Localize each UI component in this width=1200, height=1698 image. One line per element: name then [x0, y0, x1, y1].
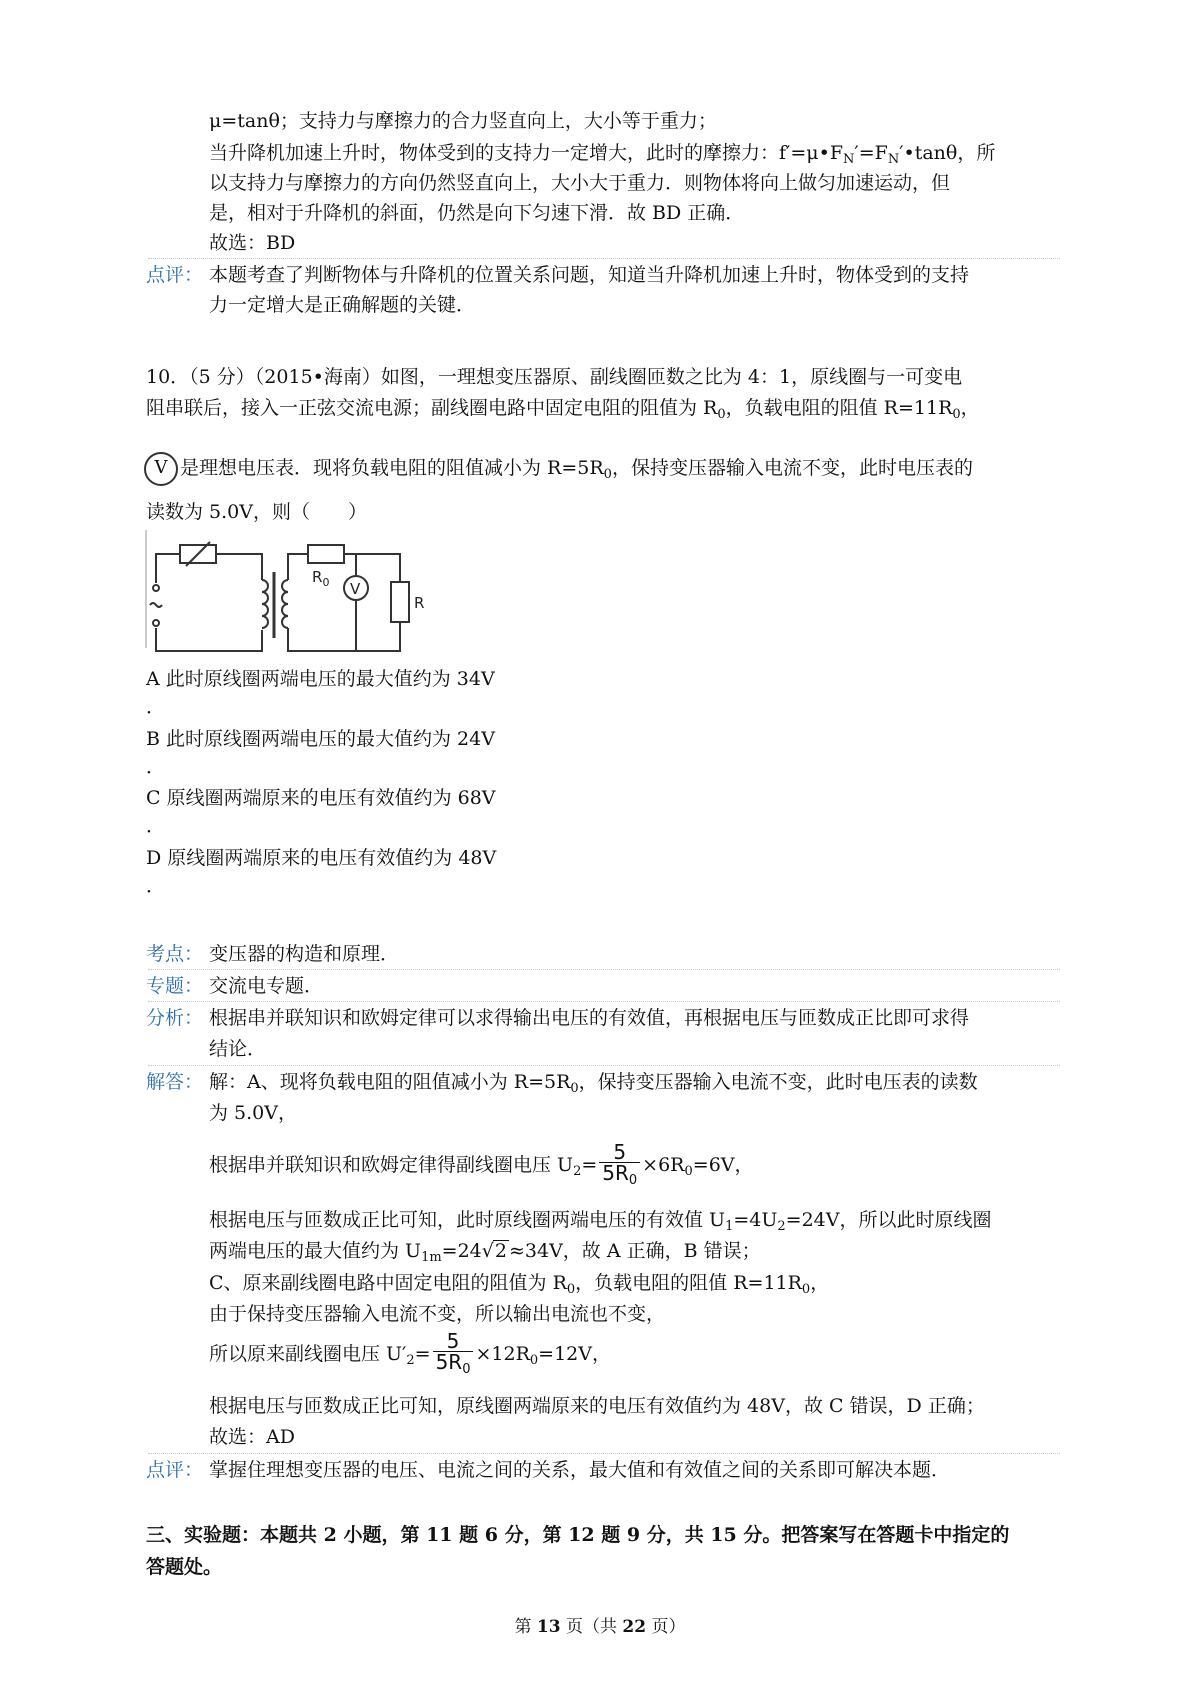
- page-footer: 第 13 页（共 22 页）: [514, 1617, 686, 1637]
- jieda-line-2: 为 5.0V，: [209, 1102, 297, 1124]
- circuit-label-voltmeter: V: [350, 580, 361, 598]
- prev-line-4: 是，相对于升降机的斜面，仍然是向下匀速下滑．故 BD 正确．: [209, 202, 745, 224]
- option-a-dot: ．: [146, 696, 166, 718]
- jieda-line-4: 根据电压与匝数成正比可知，此时原线圈两端电压的有效值 $U_1=4U_2=24V$，所以此时原线圈: [209, 1209, 992, 1234]
- prev-line-1: μ=tanθ；支持力与摩擦力的合力竖直向上，大小等于重力；: [209, 110, 717, 132]
- option-b: B 此时原线圈两端电压的最大值约为 24V: [146, 728, 495, 750]
- sqrt-symbol-icon: √: [481, 1240, 494, 1262]
- jieda-line-7: 由于保持变压器输入电流不变，所以输出电流也不变，: [209, 1303, 666, 1325]
- divider: [148, 1453, 1060, 1454]
- jieda-line-9: 根据电压与匝数成正比可知，原线圈两端原来的电压有效值约为 48V，故 C 错误，D 正确；: [209, 1395, 985, 1417]
- question-10-line-1: 10．（5 分）（2015•海南）如图，一理想变压器原、副线圈匝数之比为 4：1，原线圈与一可变电: [146, 366, 963, 388]
- comment-line-1: 本题考查了判断物体与升降机的位置关系问题，知道当升降机加速上升时，物体受到的支持: [209, 264, 970, 286]
- option-b-dot: ．: [146, 756, 166, 778]
- divider: [148, 1065, 1060, 1066]
- jieda-label: 解答：: [146, 1071, 204, 1093]
- dianping-label: 点评：: [146, 1459, 204, 1481]
- kaodian-label: 考点：: [146, 943, 204, 965]
- zhuanti-text: 交流电专题．: [209, 975, 324, 997]
- transformer-circuit-diagram: [140, 528, 470, 653]
- question-10-line-4: 读数为 5.0V，则（ ）: [146, 501, 367, 523]
- circuit-label-r0: $R_0$: [312, 568, 330, 589]
- divider: [148, 969, 1060, 970]
- voltmeter-symbol-icon: V: [144, 452, 178, 486]
- comment-line-2: 力一定增大是正确解题的关键．: [209, 294, 476, 316]
- section-heading-line-2: 答题处。: [146, 1556, 223, 1578]
- jieda-line-10: 故选：AD: [209, 1426, 295, 1448]
- fenxi-line-2: 结论．: [209, 1038, 267, 1060]
- option-c: C 原线圈两端原来的电压有效值约为 68V: [146, 787, 496, 809]
- option-c-dot: ．: [146, 815, 166, 837]
- circuit-label-r: R: [414, 594, 425, 612]
- jieda-line-3: 根据串并联知识和欧姆定律得副线圈电压 $U_2=$ $\frac{5}{5R_0}$ $\times 6R_0=6V$，: [209, 1138, 754, 1199]
- fraction-5-over-5r0: $\frac{5}{5R_0}$: [599, 1142, 640, 1191]
- jieda-line-6: C、原来副线圈电路中固定电阻的阻值为 $R_0$，负载电阻的阻值 $R=11R_0$，: [209, 1272, 830, 1297]
- kaodian-text: 变压器的构造和原理．: [209, 943, 400, 965]
- option-d-dot: ．: [146, 875, 166, 897]
- jieda-line-1: 解：A、现将负载电阻的阻值减小为 $R=5R_0$，保持变压器输入电流不变，此时电压表的读数: [209, 1071, 978, 1096]
- comment-label: 点评：: [146, 264, 204, 286]
- prev-line-2: 当升降机加速上升时，物体受到的支持力一定增大，此时的摩擦力：$f'=\mu•F_N'=F_N'•\tan\theta$，所: [209, 142, 996, 167]
- option-d: D 原线圈两端原来的电压有效值约为 48V: [146, 847, 497, 869]
- option-a: A 此时原线圈两端电压的最大值约为 34V: [146, 668, 495, 690]
- divider: [148, 1001, 1060, 1002]
- question-10-line-2: 阻串联后，接入一正弦交流电源；副线圈电路中固定电阻的阻值为 $R_0$，负载电阻的阻值 $R=11R_0$，: [146, 397, 980, 422]
- prev-line-5: 故选：BD: [209, 232, 296, 254]
- jieda-line-5: 两端电压的最大值约为 $U_{1m}=24√2 \approx 34V$，故 A 正确，B 错误；: [209, 1240, 761, 1265]
- dianping-text: 掌握住理想变压器的电压、电流之间的关系，最大值和有效值之间的关系即可解决本题．: [209, 1459, 951, 1481]
- fraction-5-over-5r0: $\frac{5}{5R_0}$: [433, 1331, 474, 1380]
- divider: [148, 258, 1060, 259]
- jieda-line-8: 所以原来副线圈电压 $U'_2=$ $\frac{5}{5R_0}$ $\times 12R_0=12V$，: [209, 1327, 611, 1388]
- fenxi-label: 分析：: [146, 1007, 204, 1029]
- fenxi-line-1: 根据串并联知识和欧姆定律可以求得输出电压的有效值，再根据电压与匝数成正比即可求得: [209, 1007, 970, 1029]
- prev-line-3: 以支持力与摩擦力的方向仍然竖直向上，大小大于重力．则物体将向上做匀加速运动，但: [209, 172, 951, 194]
- section-heading-line-1: 三、实验题：本题共 2 小题，第 11 题 6 分，第 12 题 9 分，共 15 分。把答案写在答题卡中指定的: [146, 1524, 1010, 1546]
- question-10-line-3: V 是理想电压表．现将负载电阻的阻值减小为 $R=5R_0$，保持变压器输入电流不变，此时电压表的: [144, 452, 973, 490]
- zhuanti-label: 专题：: [146, 975, 204, 997]
